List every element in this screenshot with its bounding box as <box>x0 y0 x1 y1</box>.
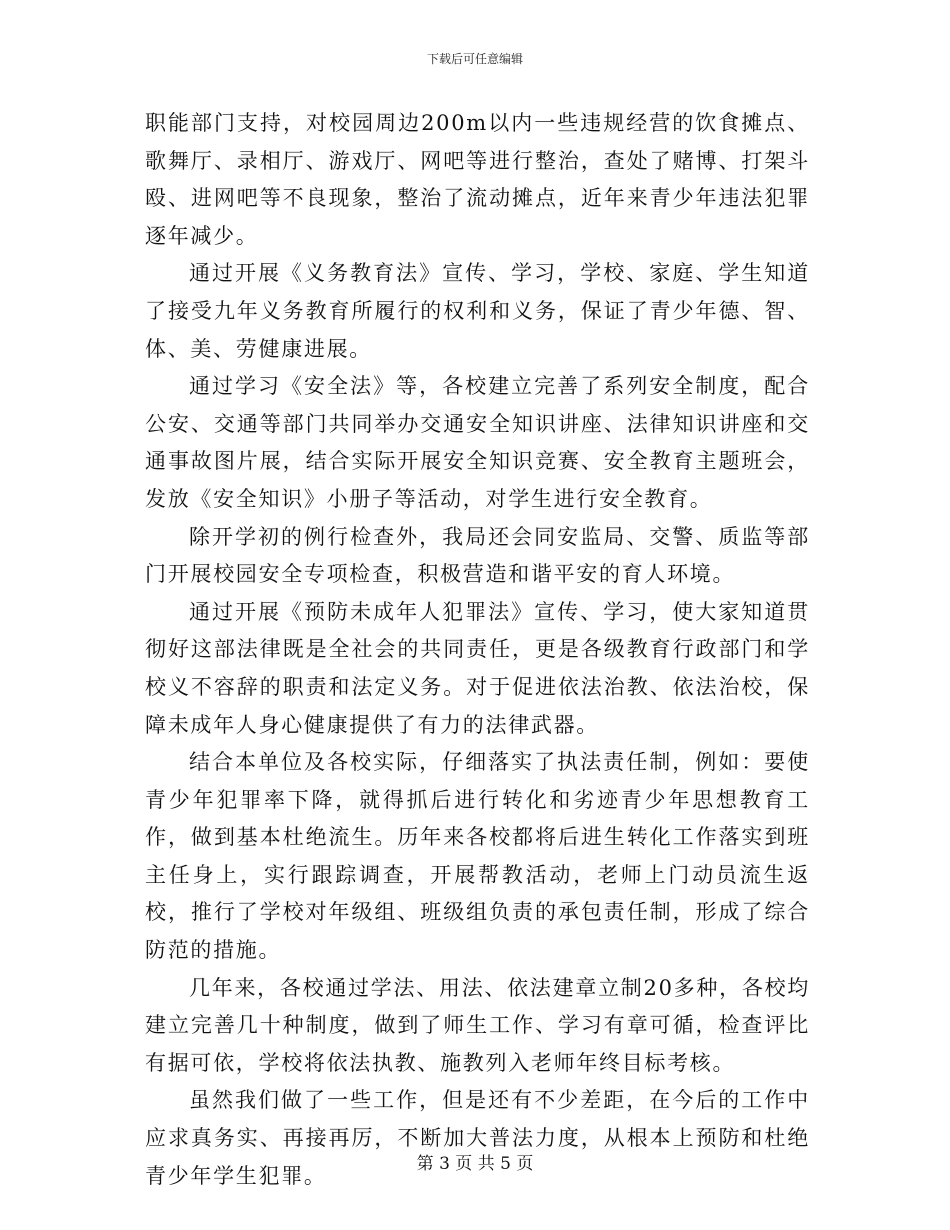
paragraph-5: 通过开展《预防未成年人犯罪法》宣传、学习，使大家知道贯彻好这部法律既是全社会的共同责任，更是各级教育行政部门和学校义不容辞的职责和法定义务。对于促进依法治教、依法治校，保障未成年人身心健康提供了有力的法律武器。 <box>145 599 810 737</box>
page-footer <box>0 1153 950 1175</box>
paragraph-3: 通过学习《安全法》等，各校建立完善了系列安全制度，配合公安、交通等部门共同举办交通安全知识讲座、法律知识讲座和交通事故图片展，结合实际开展安全知识竞赛、安全教育主题班会，发放《安全知识》小册子等活动，对学生进行安全教育。 <box>145 374 810 511</box>
paragraph-2: 通过开展《义务教育法》宣传、学习，学校、家庭、学生知道了接受九年义务教育所履行的权利和义务，保证了青少年德、智、体、美、劳健康进展。 <box>145 261 810 361</box>
paragraph-8: 虽然我们做了一些工作，但是还有不少差距，在今后的工作中应求真务实、再接再厉，不断加大普法力度，从根本上预防和杜绝青少年学生犯罪。 <box>145 1088 810 1188</box>
footer-prefix: 第 <box>416 1154 434 1174</box>
paragraph-4: 除开学初的例行检查外，我局还会同安监局、交警、质监等部门开展校园安全专项检查，积极营造和谐平安的育人环境。 <box>145 524 810 587</box>
paragraph-7: 几年来，各校通过学法、用法、依法建章立制20多种，各校均建立完善几十种制度，做到了师生工作、学习有章可循，检查评比有据可依，学校将依法执教、施教列入老师年终目标考核。 <box>145 975 810 1075</box>
document-body <box>145 105 810 1195</box>
footer-suffix: 页 <box>516 1154 534 1174</box>
page-header <box>0 51 950 67</box>
footer-total-pages: 5 <box>500 1154 511 1174</box>
footer-middle: 页 共 <box>455 1154 495 1174</box>
header-text: 下载后可任意编辑 <box>426 52 523 66</box>
paragraph-6: 结合本单位及各校实际，仔细落实了执法责任制，例如：要使青少年犯罪率下降，就得抓后进行转化和劣迹青少年思想教育工作，做到基本杜绝流生。历年来各校都将后进生转化工作落实到班主任身上，实行跟踪调查，开展帮教活动，老师上门动员流生返校，推行了学校对年级组、班级组负责的承包责任制，形成了综合防范的措施。 <box>145 750 810 963</box>
paragraph-1: 职能部门支持，对校园周边200m以内一些违规经营的饮食摊点、歌舞厅、录相厅、游戏厅、网吧等进行整治，查处了赌博、打架斗殴、进网吧等不良现象，整治了流动摊点，近年来青少年违法犯罪逐年减少。 <box>145 111 810 248</box>
footer-current-page: 3 <box>439 1154 450 1174</box>
